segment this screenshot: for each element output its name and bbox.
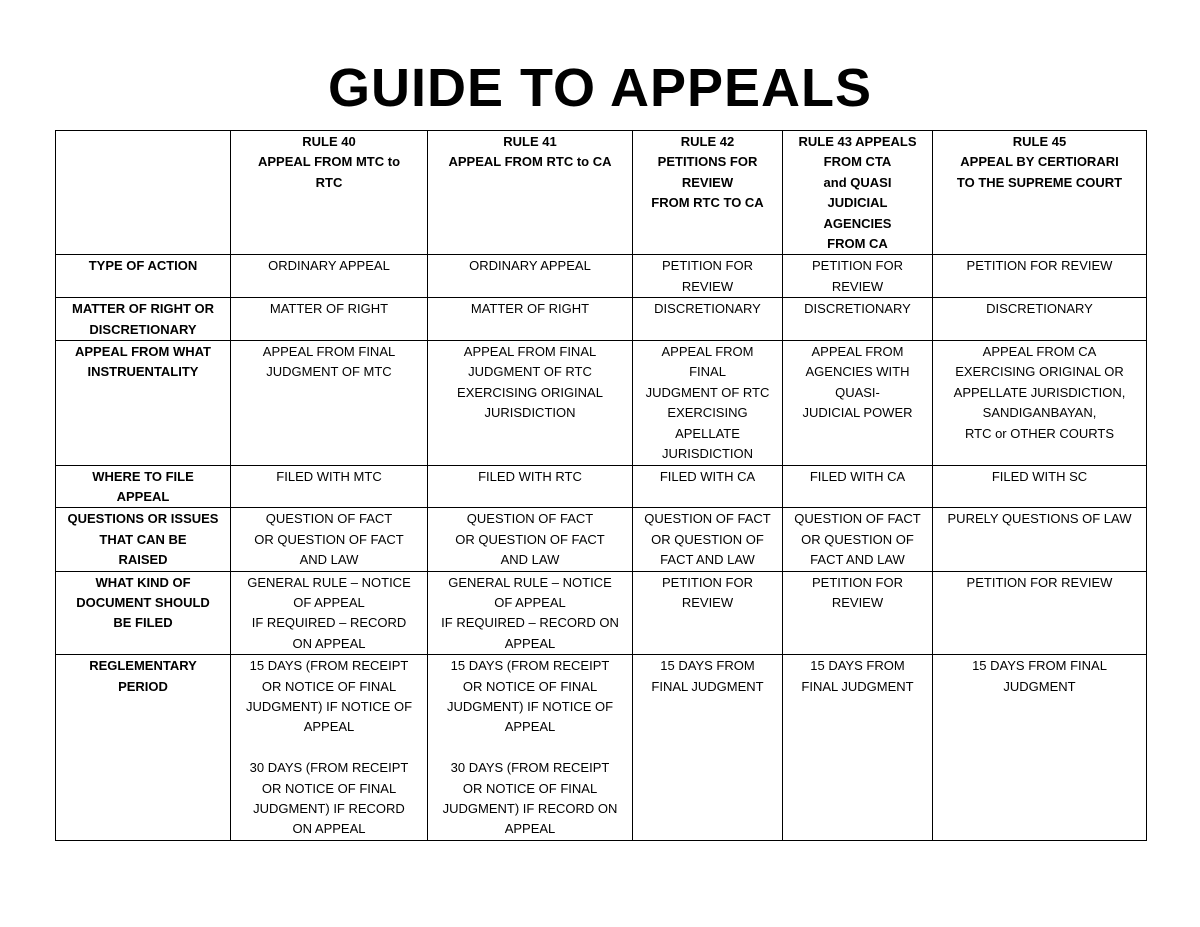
table-cell: QUESTION OF FACT OR QUESTION OF FACT AND LAW [783,508,933,571]
table-cell: GENERAL RULE – NOTICE OF APPEAL IF REQUIRED – RECORD ON APPEAL [231,571,428,655]
table-row [56,341,1147,465]
header-rule-40: RULE 40 APPEAL FROM MTC to RTC [231,131,428,255]
table-cell: PETITION FOR REVIEW [633,255,783,298]
table-cell: QUESTION OF FACT OR QUESTION OF FACT AND LAW [231,508,428,571]
table-cell: PETITION FOR REVIEW [933,571,1147,655]
header-rule-42: RULE 42 PETITIONS FOR REVIEW FROM RTC TO CA [633,131,783,255]
table-cell: APPEAL FROM FINAL JUDGMENT OF RTC EXERCISING APELLATE JURISDICTION [633,341,783,465]
table-cell: QUESTION OF FACT OR QUESTION OF FACT AND LAW [428,508,633,571]
table-row [56,465,1147,508]
table-cell: APPEAL FROM FINAL JUDGMENT OF MTC [231,341,428,465]
row-label: QUESTIONS OR ISSUES THAT CAN BE RAISED [56,508,231,571]
table-cell: FILED WITH SC [933,465,1147,508]
header-rule-45: RULE 45 APPEAL BY CERTIORARI TO THE SUPREME COURT [933,131,1147,255]
table-cell: MATTER OF RIGHT [231,298,428,341]
table-cell: FILED WITH RTC [428,465,633,508]
table-cell: PETITION FOR REVIEW [783,571,933,655]
table-cell: QUESTION OF FACT OR QUESTION OF FACT AND LAW [633,508,783,571]
row-label: MATTER OF RIGHT OR DISCRETIONARY [56,298,231,341]
row-label: TYPE OF ACTION [56,255,231,298]
table-cell: DISCRETIONARY [783,298,933,341]
header-rule-43: RULE 43 APPEALS FROM CTA and QUASI JUDICIAL AGENCIES FROM CA [783,131,933,255]
header-rule-41: RULE 41 APPEAL FROM RTC to CA [428,131,633,255]
table-row [56,571,1147,655]
table-cell: FILED WITH MTC [231,465,428,508]
table-cell: FILED WITH CA [783,465,933,508]
appeals-table [55,130,1147,841]
table-cell: DISCRETIONARY [933,298,1147,341]
table-row [56,655,1147,841]
table-cell: APPEAL FROM AGENCIES WITH QUASI- JUDICIAL POWER [783,341,933,465]
table-cell: 15 DAYS FROM FINAL JUDGMENT [633,655,783,841]
table-cell: PURELY QUESTIONS OF LAW [933,508,1147,571]
table-row [56,508,1147,571]
table-cell: FILED WITH CA [633,465,783,508]
table-cell: APPEAL FROM FINAL JUDGMENT OF RTC EXERCISING ORIGINAL JURISDICTION [428,341,633,465]
table-cell: 15 DAYS (FROM RECEIPT OR NOTICE OF FINAL JUDGMENT) IF NOTICE OF APPEAL 30 DAYS (FROM RECEIPT OR NOTICE OF FINAL JUDGMENT) IF RECORD ON APPEAL [231,655,428,841]
header-corner-cell [56,131,231,255]
row-label: WHAT KIND OF DOCUMENT SHOULD BE FILED [56,571,231,655]
table-cell: PETITION FOR REVIEW [933,255,1147,298]
table-cell: GENERAL RULE – NOTICE OF APPEAL IF REQUIRED – RECORD ON APPEAL [428,571,633,655]
table-row [56,255,1147,298]
table-cell: ORDINARY APPEAL [428,255,633,298]
table-cell: APPEAL FROM CA EXERCISING ORIGINAL OR APPELLATE JURISDICTION, SANDIGANBAYAN, RTC or OTHER COURTS [933,341,1147,465]
table-cell: MATTER OF RIGHT [428,298,633,341]
table-header-row [56,131,1147,255]
row-label: APPEAL FROM WHAT INSTRUENTALITY [56,341,231,465]
table-cell: PETITION FOR REVIEW [633,571,783,655]
row-label: REGLEMENTARY PERIOD [56,655,231,841]
table-cell: 15 DAYS FROM FINAL JUDGMENT [933,655,1147,841]
table-cell: PETITION FOR REVIEW [783,255,933,298]
table-cell: ORDINARY APPEAL [231,255,428,298]
table-cell: DISCRETIONARY [633,298,783,341]
table-cell: 15 DAYS FROM FINAL JUDGMENT [783,655,933,841]
table-cell: 15 DAYS (FROM RECEIPT OR NOTICE OF FINAL JUDGMENT) IF NOTICE OF APPEAL 30 DAYS (FROM RECEIPT OR NOTICE OF FINAL JUDGMENT) IF RECORD ON APPEAL [428,655,633,841]
table-row [56,298,1147,341]
page-title: GUIDE TO APPEALS [327,58,873,118]
row-label: WHERE TO FILE APPEAL [56,465,231,508]
